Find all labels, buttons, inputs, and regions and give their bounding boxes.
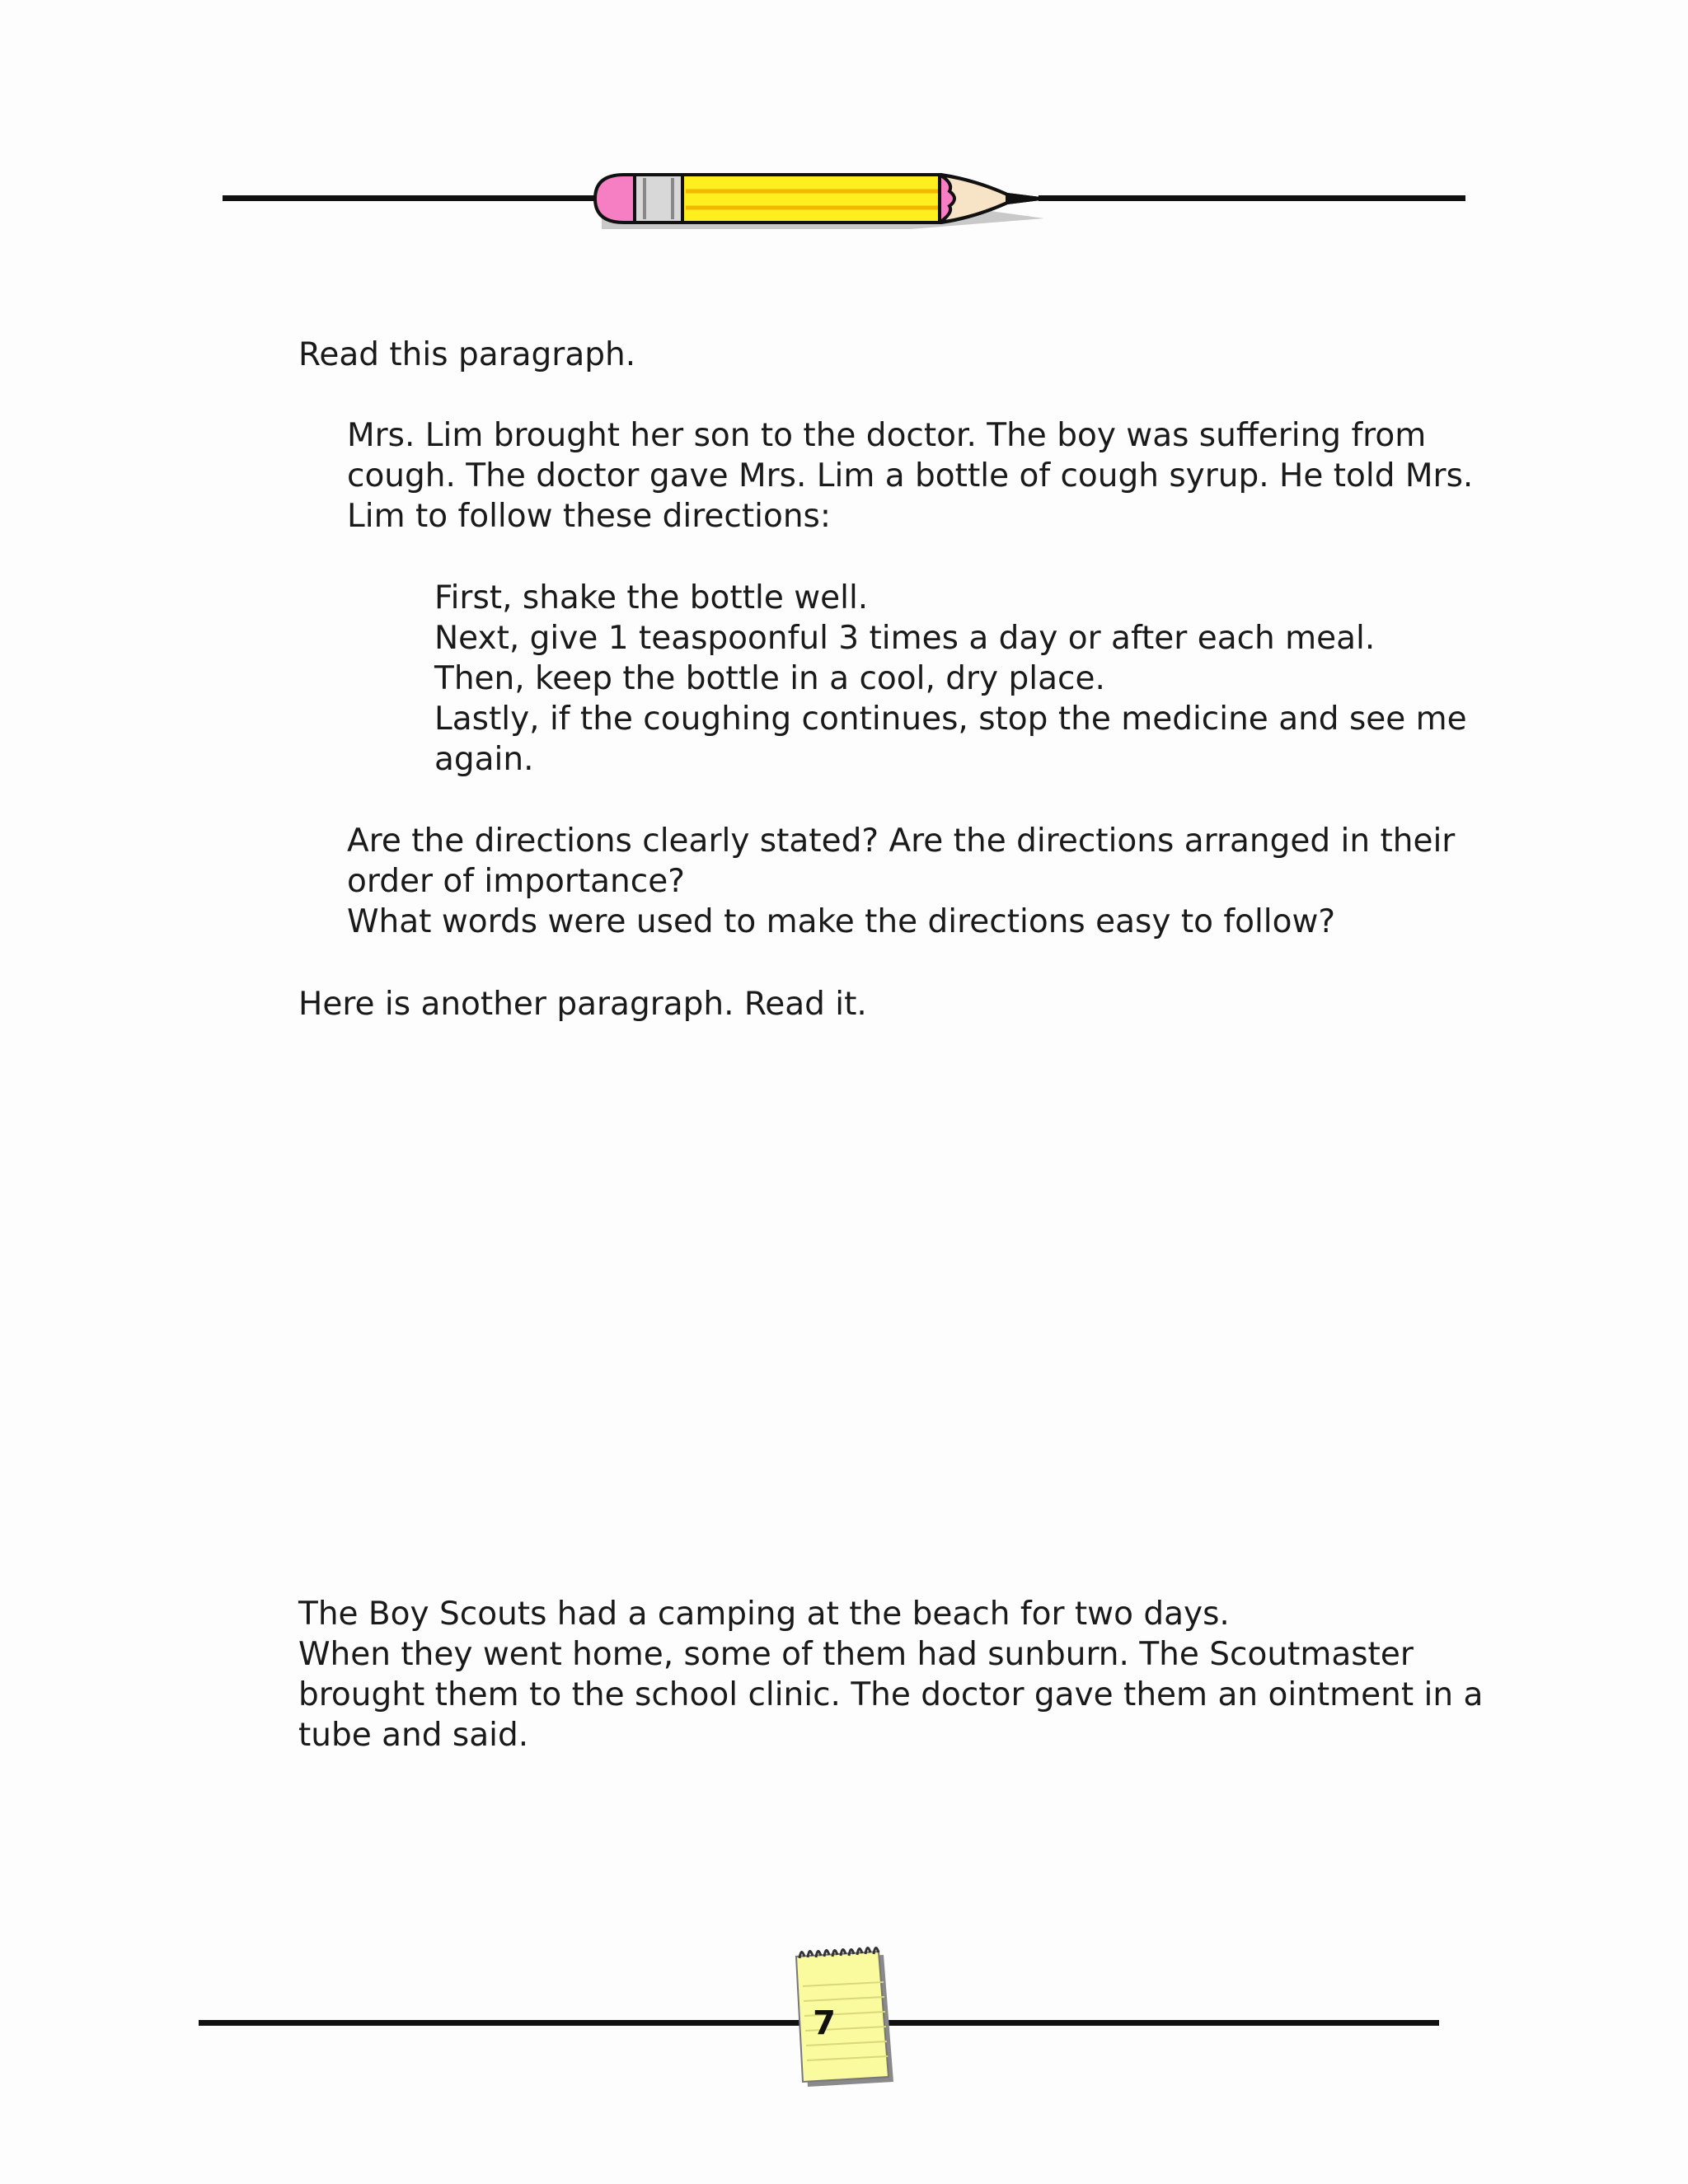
scouts-line: tube and said. xyxy=(298,1717,529,1754)
header-rule-left xyxy=(223,195,598,201)
footer-rule-left xyxy=(199,2020,800,2026)
question-line: What words were used to make the directions easy to follow? xyxy=(347,903,1336,940)
scouts-line: The Boy Scouts had a camping at the beach for two days. xyxy=(298,1596,1230,1633)
scouts-paragraph xyxy=(298,1594,1483,1755)
story-line: cough. The doctor gave Mrs. Lim a bottle of cough syrup. He told Mrs. xyxy=(347,457,1474,494)
directions-list xyxy=(434,578,1467,780)
direction-line: First, shake the bottle well. xyxy=(434,579,869,616)
pencil-icon xyxy=(587,171,1048,229)
story-line: Lim to follow these directions: xyxy=(347,498,831,535)
another-paragraph-intro: Here is another paragraph. Read it. xyxy=(298,986,867,1023)
intro-text: Read this paragraph. xyxy=(298,336,636,373)
direction-line: Lastly, if the coughing continues, stop the medicine and see me xyxy=(434,701,1467,738)
questions-block xyxy=(347,821,1455,942)
footer-rule-right xyxy=(882,2020,1439,2026)
direction-line: Next, give 1 teaspoonful 3 times a day or after each meal. xyxy=(434,620,1376,657)
page-number: 7 xyxy=(813,2004,836,2042)
header-rule-right xyxy=(1039,195,1465,201)
question-line: Are the directions clearly stated? Are the directions arranged in their xyxy=(347,823,1456,860)
direction-line: again. xyxy=(434,741,534,778)
scouts-line: brought them to the school clinic. The doctor gave them an ointment in a xyxy=(298,1676,1484,1713)
story-line: Mrs. Lim brought her son to the doctor. The boy was suffering from xyxy=(347,417,1427,454)
direction-line: Then, keep the bottle in a cool, dry place. xyxy=(434,660,1105,697)
notepad-icon xyxy=(791,1945,898,2089)
story-paragraph xyxy=(347,415,1473,537)
scouts-line: When they went home, some of them had sunburn. The Scoutmaster xyxy=(298,1636,1414,1673)
question-line: order of importance? xyxy=(347,863,685,900)
